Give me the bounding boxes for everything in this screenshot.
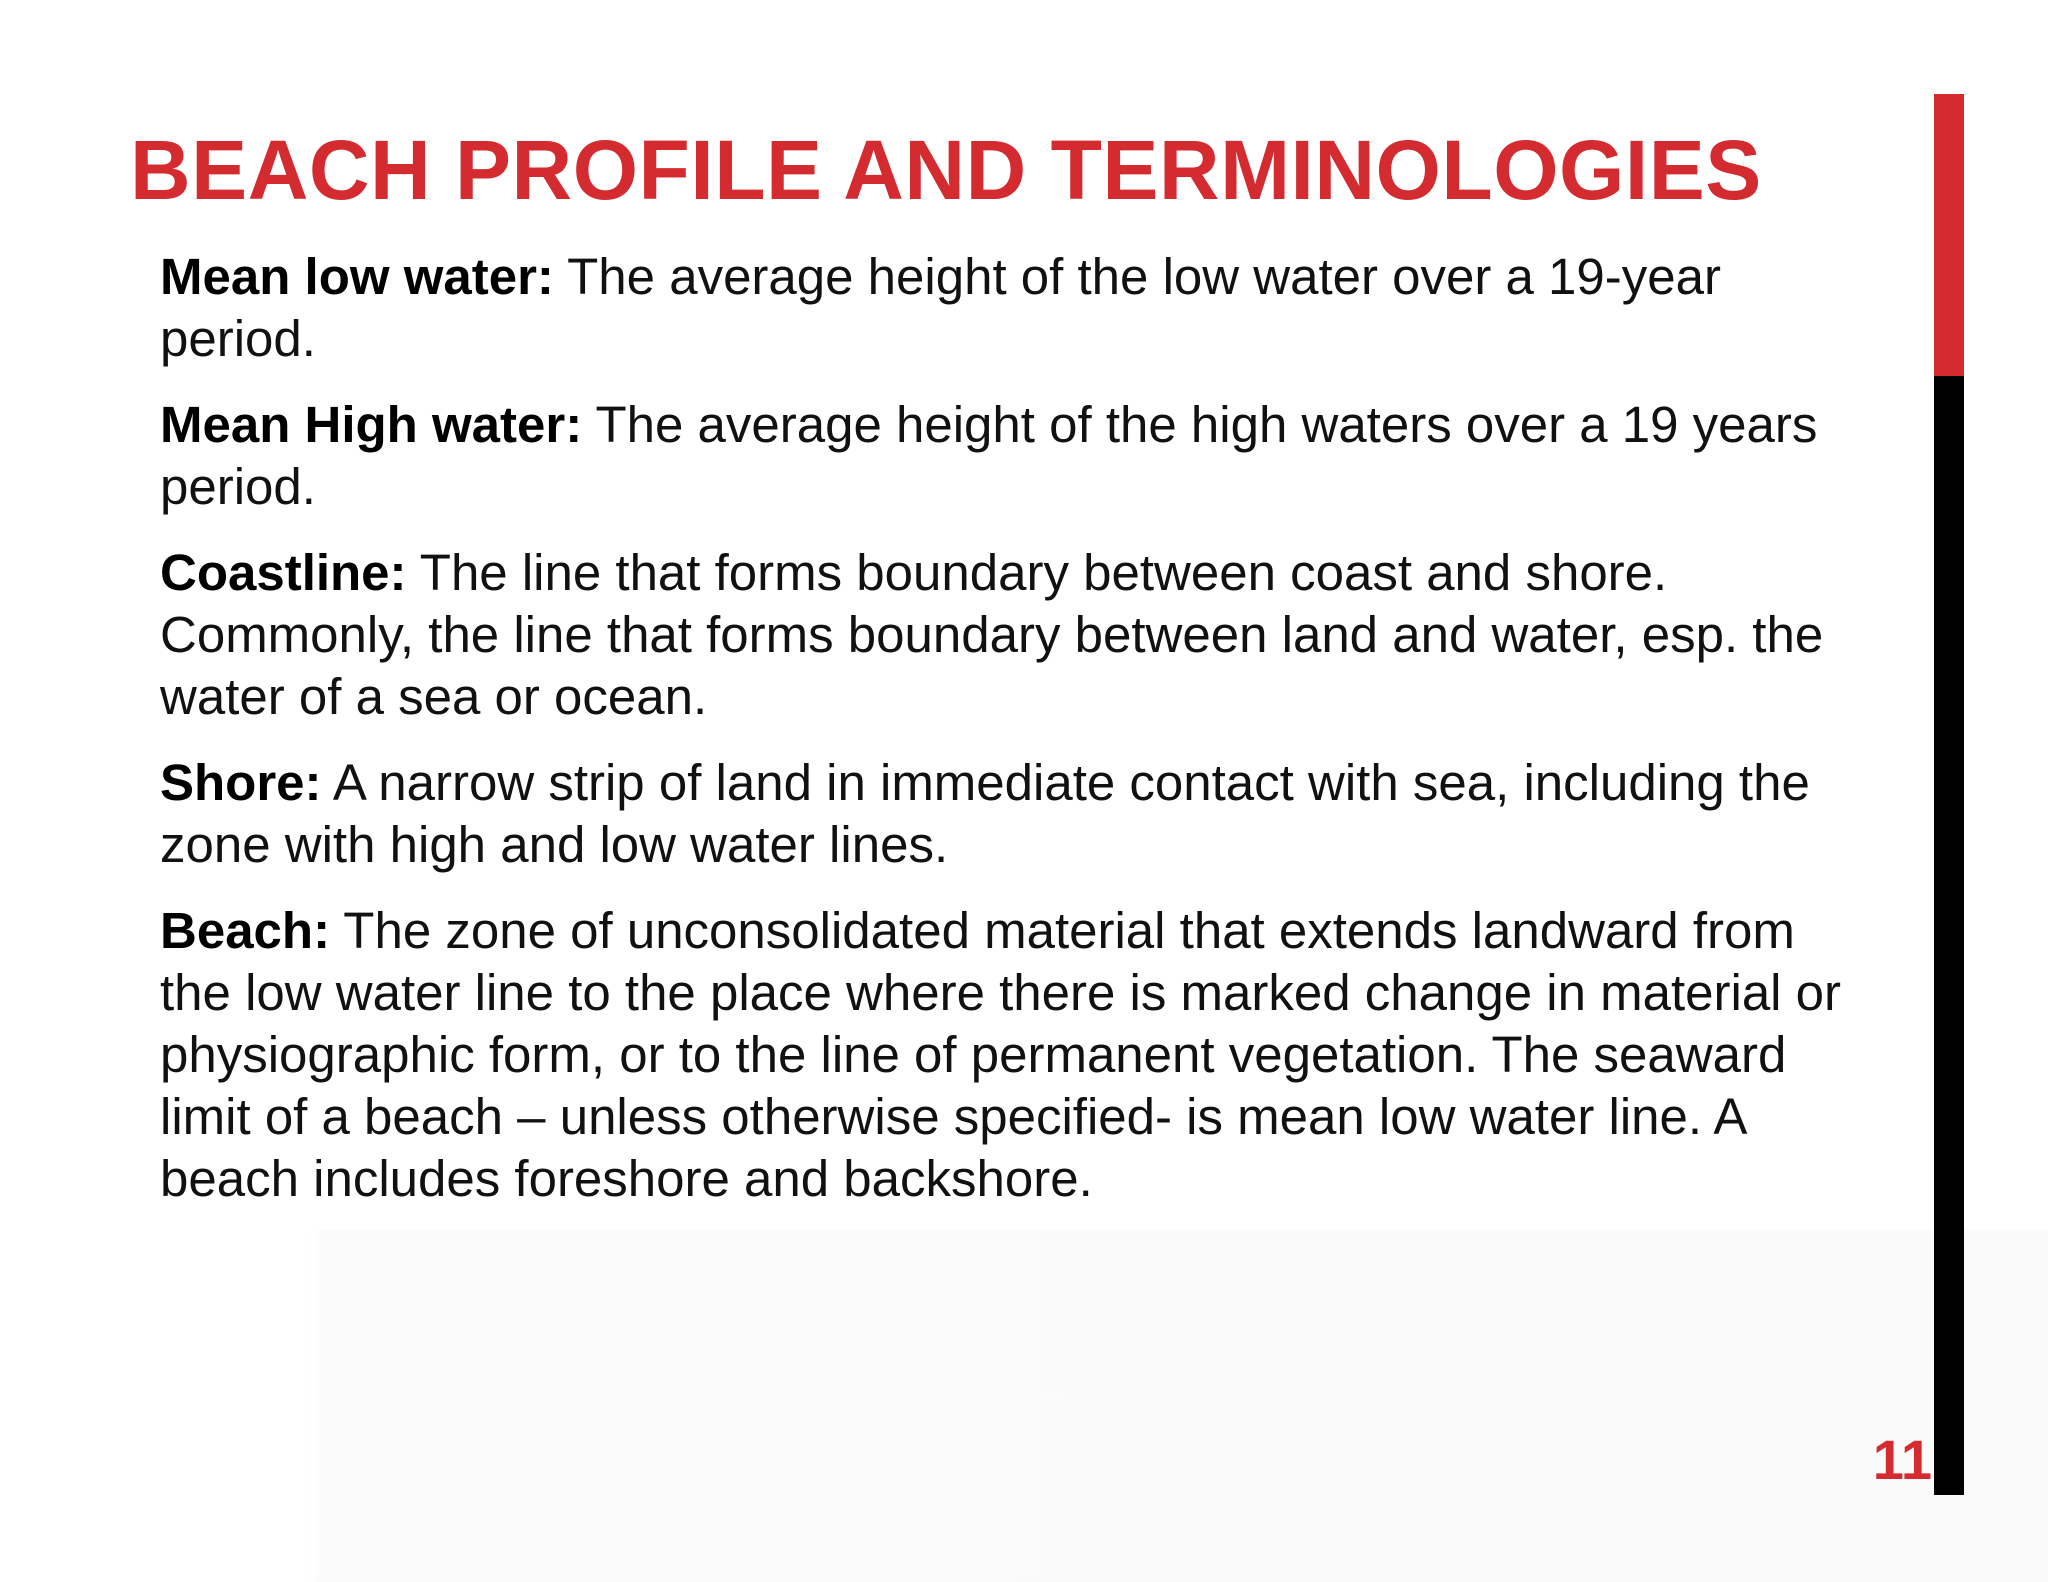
term-definition: The zone of unconsolidated material that extends landward from the low water line to the place where there is marked change in material or physiographic form, or to the line of permanent vegetation. The seaward limit of a beach – unless otherwise specified- is mean low water line. A beach includes foreshore and backshore. bbox=[160, 902, 1842, 1207]
term-label: Mean low water: bbox=[160, 248, 554, 305]
term-beach bbox=[160, 900, 1860, 1210]
term-label: Shore: bbox=[160, 754, 322, 811]
accent-bar-red bbox=[1934, 94, 1964, 376]
terms-list bbox=[160, 246, 1860, 1234]
term-label: Mean High water: bbox=[160, 396, 583, 453]
accent-bar-black bbox=[1934, 376, 1964, 1495]
term-definition: A narrow strip of land in immediate contact with sea, including the zone with high and low water lines. bbox=[160, 754, 1810, 873]
term-mean-high-water bbox=[160, 394, 1860, 518]
page-number: 11 bbox=[1872, 1428, 1932, 1491]
term-definition: The line that forms boundary between coast and shore. Commonly, the line that forms boundary between land and water, esp. the water of a sea or ocean. bbox=[160, 544, 1824, 725]
term-definition: The average height of the high waters over a 19 years period. bbox=[160, 396, 1818, 515]
term-definition: The average height of the low water over a 19-year period. bbox=[160, 248, 1721, 367]
term-mean-low-water bbox=[160, 246, 1860, 370]
term-shore bbox=[160, 752, 1860, 876]
term-label: Coastline: bbox=[160, 544, 407, 601]
term-label: Beach: bbox=[160, 902, 331, 959]
term-coastline bbox=[160, 542, 1860, 728]
slide-title: BEACH PROFILE AND TERMINOLOGIES bbox=[130, 123, 1762, 217]
